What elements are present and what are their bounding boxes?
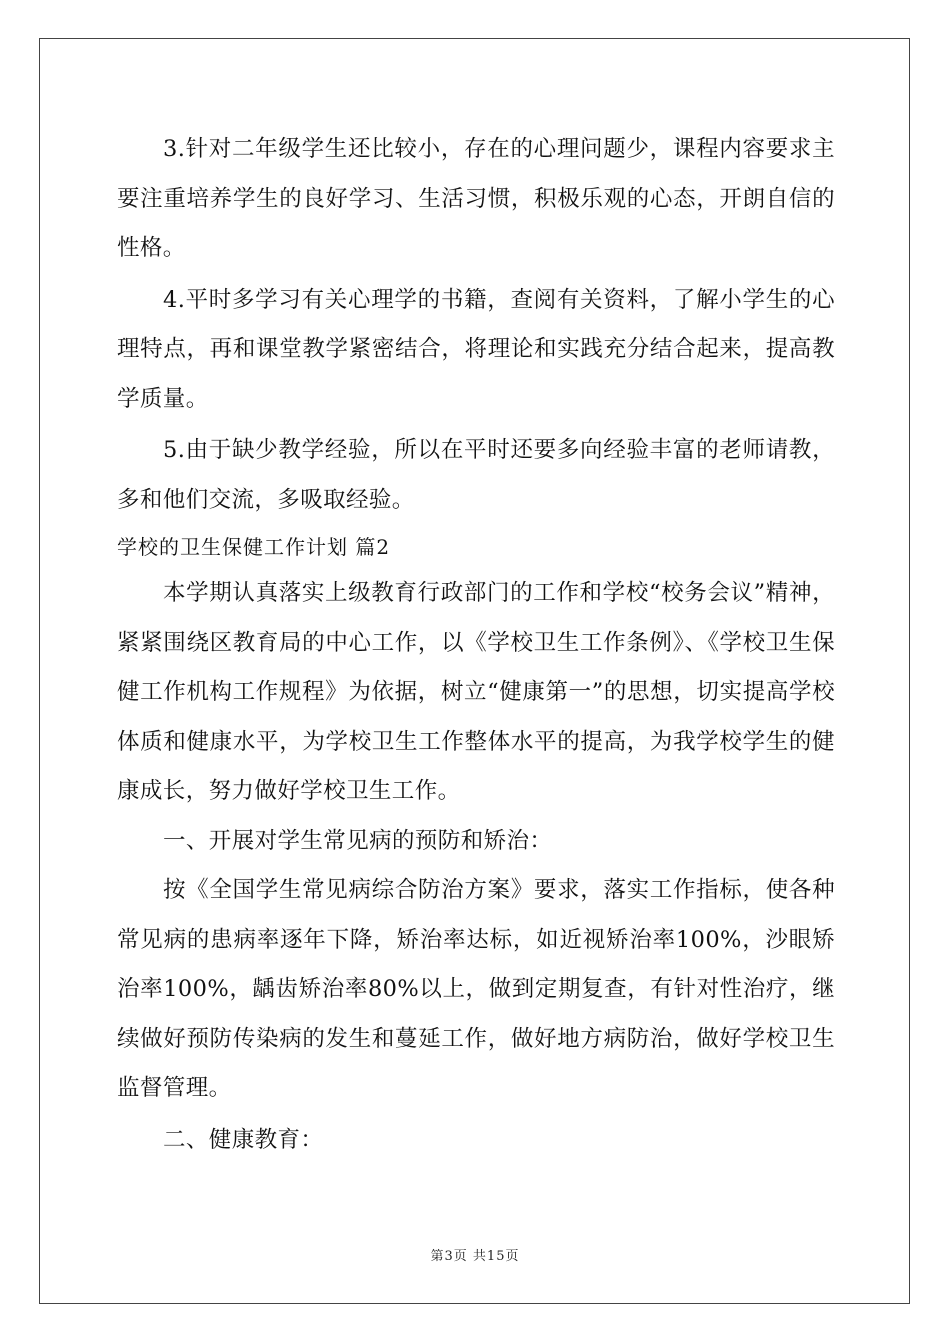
page-number-footer: 第3页 共15页 <box>430 1249 520 1264</box>
paragraph-item-4: 4.平时多学习有关心理学的书籍，查阅有关资料，了解小学生的心理特点，再和课堂教学紧密结合，将理论和实践充分结合起来，提高教学质量。 <box>117 286 835 412</box>
subheading-disease-prevention: 一、开展对学生常见病的预防和矫治： <box>163 827 553 854</box>
document-body <box>117 125 835 1165</box>
paragraph-item-5: 5.由于缺少教学经验，所以在平时还要多向经验丰富的老师请教，多和他们交流，多吸取经验。 <box>117 437 835 513</box>
subheading-health-education: 二、健康教育： <box>163 1126 324 1153</box>
paragraph-item-3: 3.针对二年级学生还比较小，存在的心理问题少，课程内容要求主要注重培养学生的良好学习、生活习惯，积极乐观的心态，开朗自信的性格。 <box>117 136 835 261</box>
paragraph-disease-prevention: 按《全国学生常见病综合防治方案》要求，落实工作指标，使各种常见病的患病率逐年下降，矫治率达标，如近视矫治率100%，沙眼矫治率100%，龋齿矫治率80%以上，做到定期复查，有针对性治疗，继续做好预防传染病的发生和蔓延工作，做好地方病防治，做好学校卫生监督管理。 <box>117 877 835 1101</box>
section-heading: 学校的卫生保健工作计划 篇2 <box>117 535 391 559</box>
paragraph-intro: 本学期认真落实上级教育行政部门的工作和学校“校务会议”精神，紧紧围绕区教育局的中心工作，以《学校卫生工作条例》、《学校卫生保健工作机构工作规程》为依据，树立“健康第一”的思想，切实提高学校体质和健康水平，为学校卫生工作整体水平的提高，为我学校学生的健康成长，努力做好学校卫生工作。 <box>117 580 835 804</box>
